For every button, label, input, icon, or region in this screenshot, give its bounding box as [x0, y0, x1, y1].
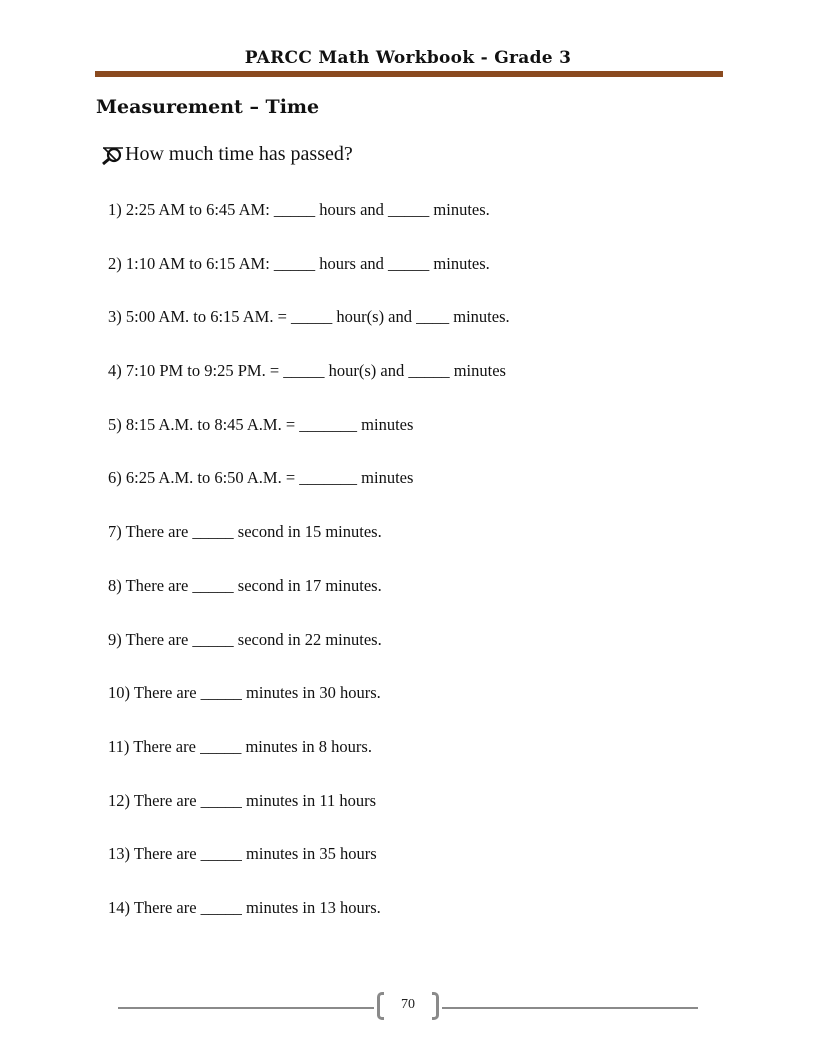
instruction [101, 143, 353, 166]
question-list [108, 198, 510, 950]
question-item: 1) 2:25 AM to 6:45 AM: _____ hours and _____ minutes. [108, 200, 490, 219]
page-bracket-right [432, 992, 439, 1020]
workbook-title: PARCC Math Workbook - Grade 3 [244, 48, 572, 68]
question-item: 9) There are _____ second in 22 minutes. [108, 629, 382, 649]
question-item: 6) 6:25 A.M. to 6:50 A.M. = _______ minutes [108, 468, 414, 488]
question-item: 2) 1:10 AM to 6:15 AM: _____ hours and _____ minutes. [108, 253, 490, 273]
instruction-text: How much time has passed? [125, 143, 353, 165]
section-title: Measurement – Time [96, 96, 320, 118]
question-item: 7) There are _____ second in 15 minutes. [108, 522, 382, 542]
question-item: 3) 5:00 AM. to 6:15 AM. = _____ hour(s) and ____ minutes. [108, 307, 510, 327]
question-item: 8) There are _____ second in 17 minutes. [108, 575, 382, 595]
page-bracket-left [377, 992, 384, 1020]
header-divider [95, 71, 723, 77]
question-item: 11) There are _____ minutes in 8 hours. [108, 736, 372, 756]
question-item: 4) 7:10 PM to 9:25 PM. = _____ hour(s) and _____ minutes [108, 361, 506, 381]
question-item: 10) There are _____ minutes in 30 hours. [108, 683, 381, 703]
magnifier-icon [101, 144, 125, 166]
question-item: 13) There are _____ minutes in 35 hours [108, 844, 377, 864]
question-item: 14) There are _____ minutes in 13 hours. [108, 897, 381, 917]
page-number: 70 [401, 997, 415, 1012]
question-item: 5) 8:15 A.M. to 8:45 A.M. = _______ minutes [108, 414, 414, 434]
footer-line-right [442, 1007, 698, 1009]
question-item: 12) There are _____ minutes in 11 hours [108, 790, 377, 810]
footer-line-left [118, 1007, 374, 1009]
